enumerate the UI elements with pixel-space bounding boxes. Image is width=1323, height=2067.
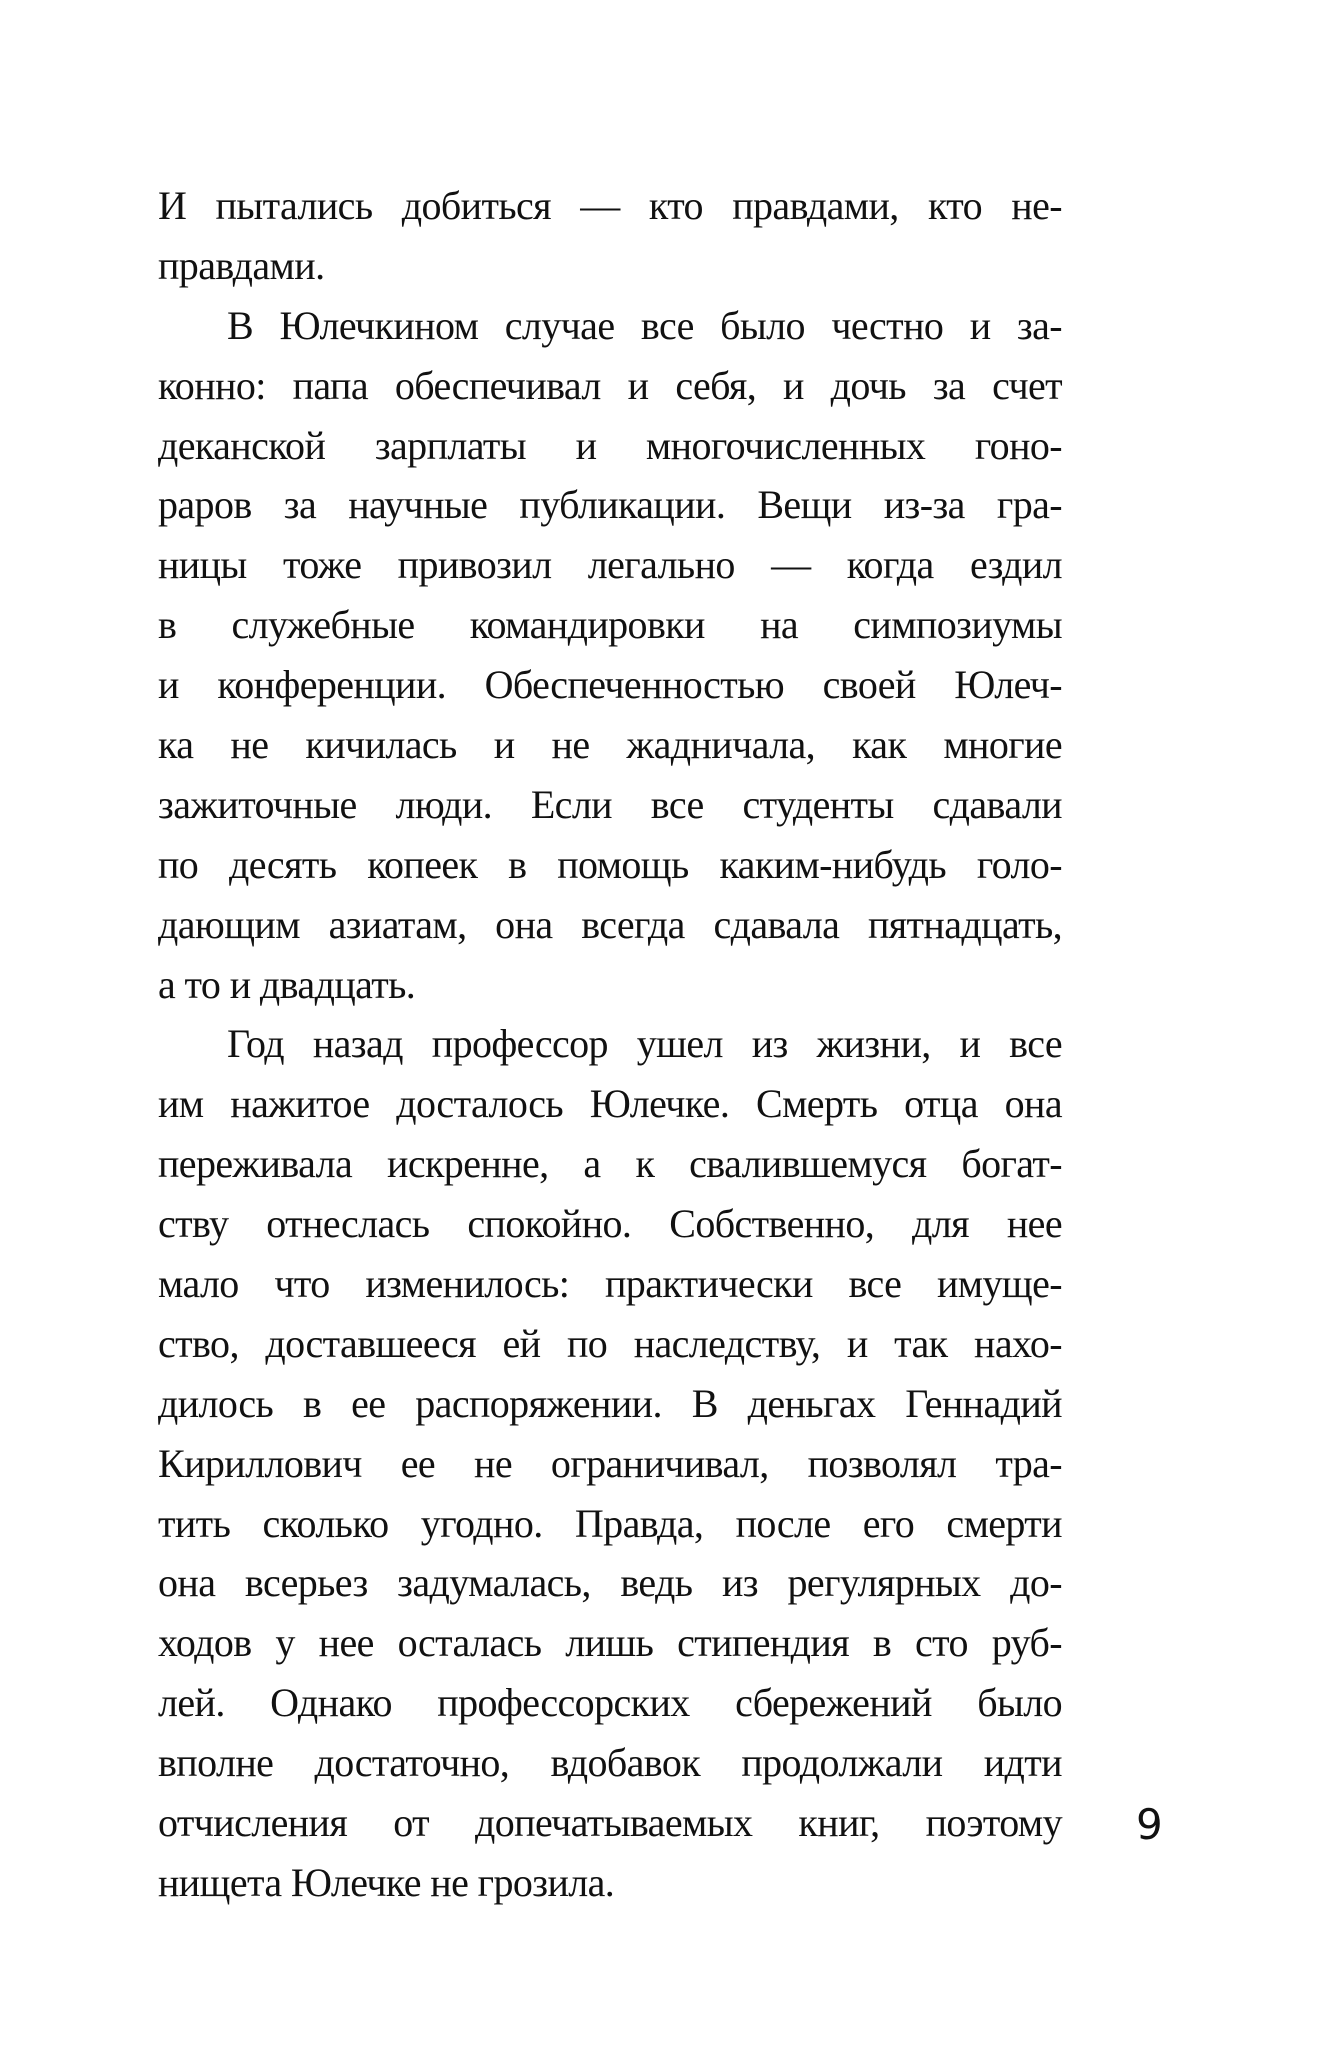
text-line: конно: папа обеспечивал и себя, и дочь за счет	[158, 362, 1062, 408]
text-line: отчисления от допечатываемых книг, поэтому	[158, 1800, 1062, 1846]
body-text	[158, 176, 1062, 1913]
text-line: раров за научные публикации. Вещи из-за гра-	[158, 482, 1062, 528]
text-line: ходов у нее осталась лишь стипендия в сто руб-	[158, 1620, 1062, 1666]
text-line: дилось в ее распоряжении. В деньгах Геннадий	[158, 1380, 1062, 1426]
text-line: деканской зарплаты и многочисленных гоно-	[158, 422, 1062, 468]
text-line: по десять копеек в помощь каким-нибудь голо-	[158, 841, 1062, 887]
text-line: им нажитое досталось Юлечке. Смерть отца она	[158, 1081, 1062, 1127]
text-line: тить сколько угодно. Правда, после его смерти	[158, 1500, 1062, 1546]
page-number: 9	[1136, 1800, 1163, 1849]
text-line: И пытались добиться — кто правдами, кто не-	[158, 183, 1062, 228]
text-line: и конференции. Обеспеченностью своей Юлеч-	[158, 662, 1062, 708]
text-line: правдами.	[158, 242, 325, 288]
text-line: в служебные командировки на симпозиумы	[158, 602, 1062, 648]
text-line: мало что изменилось: практически все имуще-	[158, 1261, 1062, 1307]
text-line: дающим азиатам, она всегда сдавала пятнадцать,	[158, 901, 1062, 947]
text-line: вполне достаточно, вдобавок продолжали идти	[158, 1740, 1062, 1786]
text-line: ству отнеслась спокойно. Собственно, для нее	[158, 1201, 1062, 1247]
text-line: а то и двадцать.	[158, 961, 416, 1007]
text-line: ка не кичилась и не жадничала, как многие	[158, 722, 1062, 768]
paragraph-first-line: Год назад профессор ушел из жизни, и все	[227, 1021, 1062, 1067]
text-line: Кириллович ее не ограничивал, позволял тра-	[158, 1440, 1062, 1486]
text-line: она всерьез задумалась, ведь из регулярных до-	[158, 1560, 1062, 1606]
text-line: ницы тоже привозил легально — когда ездил	[158, 542, 1062, 588]
text-line: лей. Однако профессорских сбережений было	[158, 1680, 1062, 1726]
text-line: переживала искренне, а к свалившемуся богат-	[158, 1141, 1062, 1187]
text-line: ство, доставшееся ей по наследству, и так нахо-	[158, 1320, 1062, 1366]
text-line: зажиточные люди. Если все студенты сдавали	[158, 781, 1062, 827]
paragraph-first-line: В Юлечкином случае все было честно и за-	[227, 302, 1062, 348]
text-line: нищета Юлечке не грозила.	[158, 1859, 615, 1905]
